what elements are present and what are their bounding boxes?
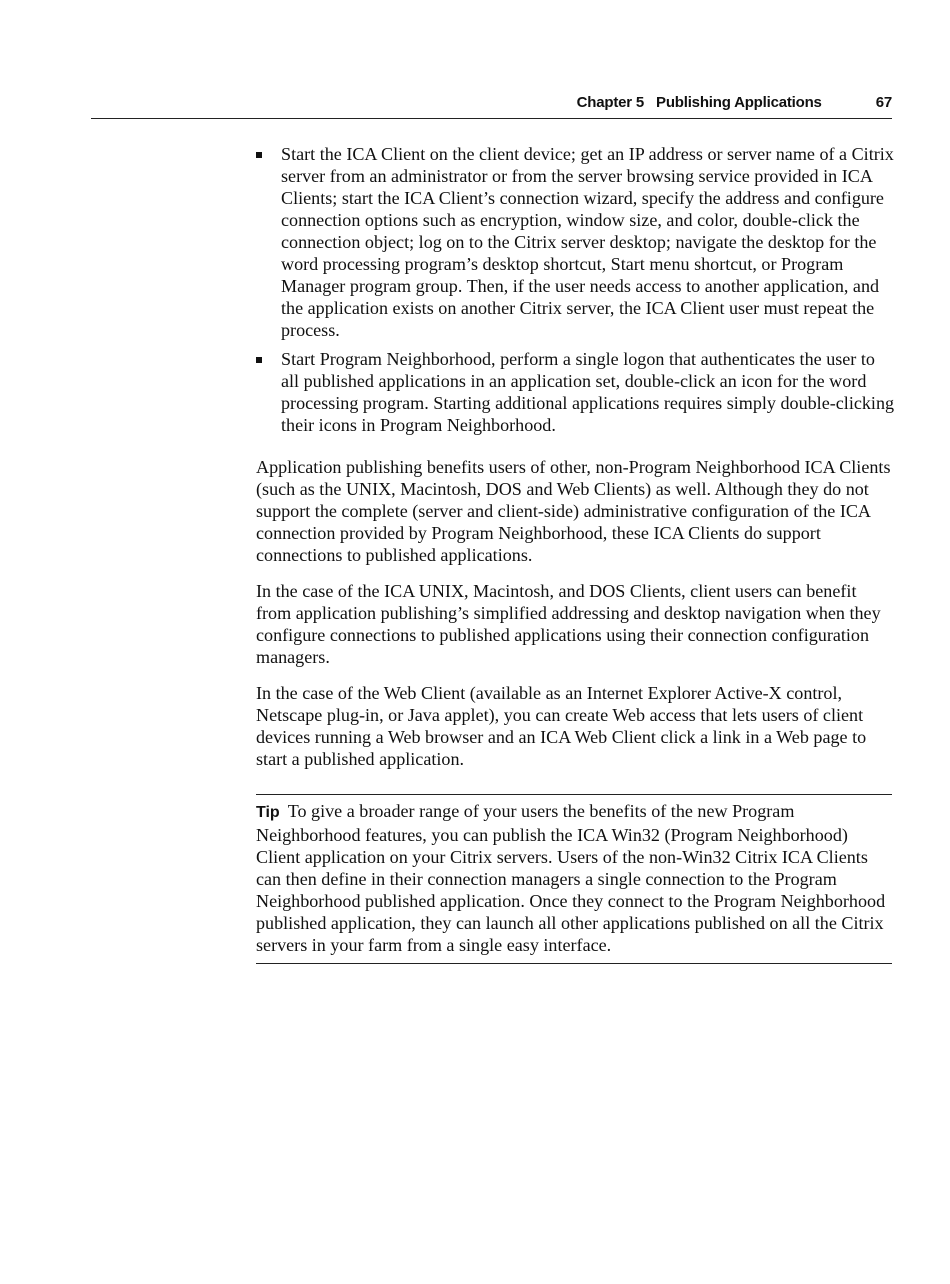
bullet-item bbox=[256, 348, 896, 436]
tip-text: To give a broader range of your users the benefits of the new Program Neighborhood features, you can publish the ICA Win32 (Program Neighborhood) Client application on your Citrix servers. Users of the non-Win32 Citrix ICA Clients can then define in their connection managers a single connection to the Program Neighborhood published application. Once they connect to the Program Neighborhood published application, they can launch all other applications published on all the Citrix servers in your farm from a single easy interface. bbox=[256, 801, 886, 955]
section-title: Publishing Applications bbox=[656, 94, 822, 111]
running-header-text bbox=[577, 92, 892, 114]
body-paragraph: Application publishing benefits users of other, non-Program Neighborhood ICA Clients (such as the UNIX, Macintosh, DOS and Web Clients) as well. Although they do not support the complete (server and client-side) administrative configuration of the ICA connection provided by Program Neighborhood, these ICA Clients do support connections to published applications. bbox=[256, 457, 891, 565]
body-paragraph: In the case of the Web Client (available as an Internet Explorer Active-X control, Netscape plug-in, or Java applet), you can create Web access that lets users of client devices running a Web browser and an ICA Web Client click a link in a Web page to start a published application. bbox=[256, 683, 867, 769]
bullet-list bbox=[256, 143, 896, 436]
square-bullet-icon bbox=[256, 357, 262, 363]
bullet-text: Start Program Neighborhood, perform a single logon that authenticates the user to all published applications in an application set, double-click an icon for the word processing program. Starting additional applications requires simply double-clicking their icons in Program Neighborhood. bbox=[281, 349, 895, 435]
bullet-item bbox=[256, 143, 896, 341]
bullet-text: Start the ICA Client on the client device; get an IP address or server name of a Citrix server from an administrator or from the server browsing service provided in ICA Clients; start the ICA Client’s connection wizard, specify the address and configure connection options such as encryption, window size, and color, double-click the connection object; log on to the Citrix server desktop; navigate the desktop for the word processing program’s desktop shortcut, Start menu shortcut, or Program Manager program group. Then, if the user needs access to another application, and the application exists on another Citrix server, the ICA Client user must repeat the process. bbox=[281, 144, 894, 340]
tip-label: Tip bbox=[256, 804, 280, 821]
running-header bbox=[91, 92, 892, 119]
square-bullet-icon bbox=[256, 152, 262, 158]
page-number: 67 bbox=[875, 94, 892, 111]
tip-box bbox=[256, 794, 892, 964]
body-paragraph: In the case of the ICA UNIX, Macintosh, and DOS Clients, client users can benefit from application publishing’s simplified addressing and desktop navigation when they configure connections to published applications using their connection configuration managers. bbox=[256, 581, 881, 667]
chapter-label: Chapter 5 bbox=[576, 94, 645, 111]
page-body bbox=[256, 143, 896, 964]
